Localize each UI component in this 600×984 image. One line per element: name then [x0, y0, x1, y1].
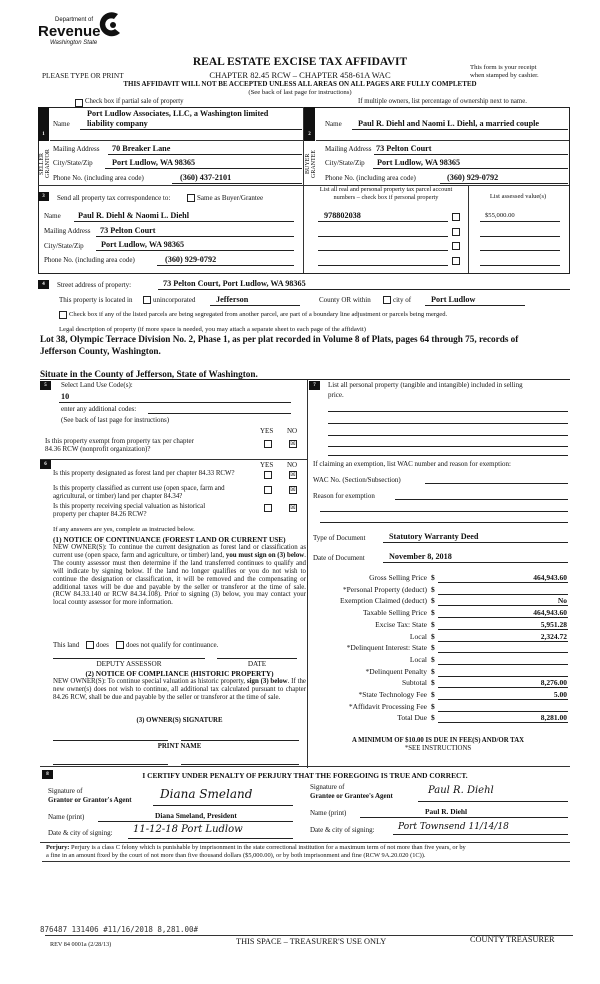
personal-property-checkbox[interactable]	[452, 242, 460, 250]
buyer-phone-label: Phone No. (including area code)	[325, 174, 416, 182]
perjury-text-1: Perjury is a class C felony which is punishable by imprisonment in the state correctional institution for a maximum term of not more than five years, or by	[71, 844, 466, 851]
grantor-label: GRANTOR	[45, 149, 51, 179]
fee-value-line	[438, 605, 568, 606]
perjury-line-1	[46, 845, 466, 851]
print-name-line-2[interactable]	[181, 764, 299, 765]
assessed-value-line	[480, 236, 560, 237]
s6-no-checkbox[interactable]: ☒	[290, 487, 296, 493]
please-type: PLEASE TYPE OR PRINT	[42, 71, 124, 80]
wac-label: WAC No. (Section/Subsection)	[313, 476, 401, 484]
print-name-line-1[interactable]	[53, 764, 168, 765]
logo-dept: Department of	[55, 17, 94, 23]
corr-mail[interactable]: 73 Pelton Court	[100, 226, 156, 235]
buyer-label: BUYER	[305, 153, 311, 175]
section-3-number: 3	[38, 192, 49, 201]
county-treasurer-label: COUNTY TREASURER	[470, 935, 555, 944]
see-instructions-note: *SEE INSTRUCTIONS	[404, 745, 472, 752]
grantee-date-line	[393, 834, 568, 835]
fee-value-line	[438, 629, 568, 630]
legal-description-line1[interactable]: Lot 38, Olympic Terrace Division No. 2, Phase 1, as per plat recorded in Volume 8 of Plats, pages 64 through 75, records of	[40, 334, 519, 344]
seller-name-line2[interactable]: liability company	[87, 119, 148, 128]
grantor-sig-of: Signature of	[48, 787, 83, 795]
fee-value[interactable]: 464,943.60	[533, 608, 567, 618]
minimum-due-note: A MINIMUM OF $10.00 IS DUE IN FEE(S) AND/OR TAX	[351, 737, 525, 744]
fee-label: Local	[409, 631, 427, 641]
city-of-label: city of	[393, 296, 412, 304]
dollar-sign: $	[431, 596, 435, 606]
personal-property-label-1: List all personal property (tangible and intangible) included in selling	[328, 381, 523, 389]
seller-name-divider	[50, 140, 303, 141]
assessor-date-line[interactable]	[217, 658, 297, 659]
form-subtitle: CHAPTER 82.45 RCW – CHAPTER 458-61A WAC	[209, 70, 391, 80]
s6-yes-checkbox[interactable]	[264, 486, 272, 494]
fee-value[interactable]: 5.00	[553, 690, 567, 699]
warning-text: THIS AFFIDAVIT WILL NOT BE ACCEPTED UNLESS ALL AREAS ON ALL PAGES ARE FULLY COMPLETED	[123, 80, 477, 88]
fee-value-line	[438, 676, 568, 677]
buyer-mail-label: Mailing Address	[325, 145, 372, 153]
corr-mail-label: Mailing Address	[44, 227, 91, 235]
buyer-name-underline	[352, 129, 568, 130]
grantee-date-label: Date & city of signing:	[310, 826, 375, 834]
exempt-yes-header: YES	[260, 427, 274, 435]
print-name-label: PRINT NAME	[157, 743, 202, 750]
seller-mail-underline	[108, 154, 302, 155]
correspondence-label: Send all property tax correspondence to:	[57, 194, 171, 202]
land-use-code[interactable]: 10	[61, 392, 70, 401]
seller-phone[interactable]: (360) 437-2101	[180, 173, 232, 182]
additional-codes-label: enter any additional codes:	[61, 405, 137, 413]
reason-line[interactable]	[320, 522, 568, 523]
parcel-number-line	[318, 250, 448, 251]
doc-type-label: Type of Document	[313, 534, 366, 542]
fee-value-line	[438, 664, 568, 665]
reason-input[interactable]	[395, 499, 568, 500]
buyer-mail[interactable]: 73 Pelton Court	[376, 144, 432, 153]
s6-yes-header: YES	[260, 461, 274, 469]
city-checkbox[interactable]	[383, 296, 391, 304]
exemption-label: If claiming an exemption, list WAC number and reason for exemption:	[313, 460, 511, 468]
assessed-value-line	[480, 221, 560, 222]
legal-description-label: Legal description of property (if more space is needed, you may attach a separate sheet to each page of the affidavit)	[59, 326, 366, 333]
grantor-date-label: Date & city of signing:	[48, 829, 113, 837]
seller-name-line1[interactable]: Port Ludlow Associates, LLC, a Washington limited	[87, 109, 269, 118]
unincorporated-checkbox[interactable]	[143, 296, 151, 304]
s6-question-text-2: agricultural, or timber) land per chapter 84.34?	[53, 493, 183, 500]
fee-value[interactable]: 464,943.60	[533, 573, 567, 582]
fee-value-line	[438, 722, 568, 723]
parcel-number-line	[318, 221, 448, 222]
buyer-name[interactable]: Paul R. Diehl and Naomi L. Diehl, a married couple	[358, 119, 540, 128]
parties-divider-h	[38, 185, 569, 186]
city-underline	[425, 305, 525, 306]
fee-label: Gross Selling Price	[369, 573, 427, 582]
personal-property-label-2: price.	[328, 391, 344, 399]
fee-value[interactable]: 5,951.28	[540, 619, 567, 629]
section-7-number: 7	[309, 381, 320, 390]
logo-revenue: Revenue	[38, 23, 101, 40]
fee-label: Subtotal	[401, 678, 427, 688]
personal-property-line[interactable]	[328, 455, 568, 456]
county-underline	[210, 305, 300, 306]
personal-property-line[interactable]	[328, 411, 568, 412]
dollar-sign: $	[431, 654, 435, 664]
corr-city-underline	[96, 250, 294, 251]
personal-property-checkbox[interactable]	[452, 228, 460, 236]
property-street[interactable]: 73 Pelton Court, Port Ludlow, WA 98365	[163, 279, 306, 288]
grantor-signature-line	[153, 805, 293, 806]
corr-city[interactable]: Port Ludlow, WA 98365	[101, 240, 185, 249]
treasurer-stamp: 876487 131406 #11/16/2018 8,281.00#	[40, 925, 199, 934]
perjury-bottom-line	[42, 861, 570, 862]
section-5-6-divider	[40, 459, 308, 460]
certify-statement: I CERTIFY UNDER PENALTY OF PERJURY THAT THE FOREGOING IS TRUE AND CORRECT.	[142, 771, 468, 780]
fee-value[interactable]: 8,281.00	[540, 713, 567, 723]
grantor-name-line	[98, 821, 293, 822]
does-not-label: does not qualify for continuance.	[126, 641, 219, 649]
form-title: REAL ESTATE EXCISE TAX AFFIDAVIT	[192, 56, 408, 68]
exempt-no-checkbox[interactable]: ☒	[290, 441, 296, 447]
fee-value[interactable]: No	[557, 596, 567, 606]
corr-name-underline	[74, 221, 294, 222]
reason-line[interactable]	[320, 511, 568, 512]
seller-city-underline	[105, 168, 302, 169]
county-or-label: County OR within	[319, 296, 371, 304]
personal-property-line[interactable]	[328, 446, 568, 447]
fee-label: *Delinquent Penalty	[365, 666, 427, 676]
grantor-signature[interactable]: Diana Smeland	[160, 787, 253, 801]
dollar-sign: $	[431, 608, 435, 618]
buyer-mail-underline	[374, 154, 568, 155]
parcel-number-line	[318, 236, 448, 237]
buyer-city-underline	[373, 168, 568, 169]
grantor-date-line	[128, 838, 293, 839]
section-8-top-line	[40, 766, 570, 767]
logo-state: Washington State	[50, 40, 98, 46]
notice2-text	[53, 678, 306, 702]
s6-question-text: Is this property classified as current use (open space, farm and	[53, 485, 225, 492]
s6-no-checkbox[interactable]: ☒	[290, 505, 296, 511]
wac-input[interactable]	[425, 483, 568, 484]
corr-name-label: Name	[44, 212, 61, 220]
grantee-signature-line	[418, 801, 568, 802]
fee-label: *Delinquent Interest: State	[346, 643, 427, 653]
notice2-text-b: . If the new owner(s) does not wish to continue, all additional tax calculated pursuant to chapter 84.26 RCW, shall be due and payable by the seller or transferor at the time of sale.	[53, 678, 306, 701]
corr-name[interactable]: Paul R. Diehl & Naomi L. Diehl	[78, 211, 189, 220]
dollar-sign: $	[431, 584, 435, 594]
fee-value-line	[438, 582, 568, 583]
seller-phone-underline	[172, 183, 302, 184]
does-label: does	[96, 641, 109, 649]
notice1-title: (1) NOTICE OF CONTINUANCE (FOREST LAND OR CURRENT USE)	[53, 535, 286, 544]
dollar-sign: $	[431, 643, 435, 653]
this-land-label: This land	[53, 641, 80, 649]
column-divider	[307, 380, 308, 768]
assessed-value-header: List assessed value(s)	[489, 193, 547, 200]
buyer-phone[interactable]: (360) 929-0792	[447, 173, 499, 182]
grantee-name-line	[360, 817, 568, 818]
partial-sale-label: Check box if partial sale of property	[85, 98, 184, 105]
section-5-number: 5	[40, 381, 51, 390]
fee-label: *Affidavit Processing Fee	[348, 701, 427, 711]
deputy-assessor-line[interactable]	[53, 658, 205, 659]
section-6-number: 6	[40, 460, 51, 469]
doc-date-underline	[383, 562, 568, 563]
fee-label: Taxable Selling Price	[362, 608, 427, 618]
owner-signature-label: (3) OWNER(S) SIGNATURE	[136, 717, 223, 724]
grantee-agent-label: Grantee or Grantee's Agent	[310, 792, 393, 800]
located-label: This property is located in	[59, 296, 133, 304]
seller-phone-label: Phone No. (including area code)	[53, 174, 144, 182]
grantee-date-city[interactable]: Port Townsend 11/14/18	[398, 822, 509, 832]
assessed-value-line	[480, 250, 560, 251]
dollar-sign: $	[431, 701, 435, 711]
grantee-label: GRANTEE	[311, 150, 317, 178]
does-qualify-checkbox[interactable]	[86, 641, 94, 649]
exempt-question-2: 84.36 RCW (nonprofit organization)?	[45, 445, 151, 453]
property-city[interactable]: Port Ludlow	[431, 295, 476, 304]
notice1-text	[53, 544, 306, 607]
seller-side-label	[39, 145, 51, 183]
corr-city-label: City/State/Zip	[44, 242, 84, 250]
fee-label: Excise Tax: State	[375, 619, 427, 629]
see-back-note: (See back of last page for instructions)	[248, 89, 352, 96]
fee-value-line	[438, 594, 568, 595]
grantee-signature[interactable]: Paul R. Diehl	[428, 785, 494, 796]
fee-value[interactable]: 2,324.72	[540, 631, 567, 641]
personal-property-line[interactable]	[328, 423, 568, 424]
dollar-sign: $	[431, 573, 435, 582]
corr-phone-label: Phone No. (including area code)	[44, 256, 135, 264]
s6-no-checkbox[interactable]: ☒	[290, 472, 296, 478]
rev-number: REV 84 0001a (2/28/13)	[50, 941, 112, 948]
treasurer-space-label: THIS SPACE – TREASURER'S USE ONLY	[236, 937, 387, 946]
land-use-underline	[59, 402, 291, 403]
notice2-text-a: NEW OWNER(S): To continue special valuation as historic property,	[53, 678, 247, 685]
exempt-yes-checkbox[interactable]	[264, 440, 272, 448]
notice1-text-b: . The county assessor must then determine if the land transferred continues to qualify and will indicate by signing below. If the land no longer qualifies or you do not wish to continue the designation or classification, it will be removed and the compensating or additional taxes will be due and payable by the seller or transferor at the time of sale. (RCW 84.33.140 or RCW 84.34.108). Prior to signing (3) below, you may contact your local county assessor for more information.	[53, 551, 306, 607]
s6-yes-checkbox[interactable]	[264, 471, 272, 479]
buyer-side-label	[305, 145, 317, 183]
fee-value-line	[438, 617, 568, 618]
multiple-owners-note: If multiple owners, list percentage of ownership next to name.	[358, 98, 527, 105]
fee-label: Local	[409, 654, 427, 664]
s6-question-text: Is this property designated as forest land per chapter 84.33 RCW?	[53, 470, 235, 477]
personal-property-line[interactable]	[328, 435, 568, 436]
fee-label: *Personal Property (deduct)	[342, 584, 427, 594]
seller-city[interactable]: Port Ludlow, WA 98365	[112, 158, 196, 167]
doc-type-underline	[383, 542, 568, 543]
grantor-name[interactable]: Diana Smeland, President	[155, 811, 237, 820]
parcel-header-1: List all real and personal property tax parcel account	[319, 186, 453, 193]
section-1-number: 1	[38, 130, 49, 139]
s6-question-text-2: property per chapter 84.26 RCW?	[53, 511, 147, 518]
additional-codes-underline	[148, 413, 291, 414]
street-underline	[158, 289, 570, 290]
grantee-name[interactable]: Paul R. Diehl	[425, 807, 468, 816]
assessed-value[interactable]: $55,000.00	[485, 212, 515, 219]
seller-label: SELLER	[39, 153, 45, 175]
same-as-buyer-checkbox[interactable]	[187, 194, 195, 202]
buyer-phone-underline	[440, 183, 568, 184]
dollar-sign: $	[431, 631, 435, 641]
dollar-sign: $	[431, 678, 435, 688]
owner-signature-line-1[interactable]	[53, 740, 168, 741]
fee-value-line	[438, 699, 568, 700]
fee-value-line	[438, 687, 568, 688]
dollar-sign: $	[431, 666, 435, 676]
fee-label: Total Due	[397, 713, 427, 723]
grantor-agent-label: Grantor or Grantor's Agent	[48, 796, 132, 804]
street-label: Street address of property:	[57, 281, 132, 289]
buyer-name-label: Name	[325, 120, 342, 128]
owner-signature-line-2[interactable]	[181, 740, 299, 741]
receipt-note-1: This form is your receipt	[470, 64, 537, 71]
notice1-text-bold: you must sign on (3) below	[225, 551, 305, 559]
situate-underline	[40, 379, 570, 380]
same-as-buyer-label: Same as Buyer/Grantee	[197, 194, 264, 202]
section-4-number: 4	[38, 280, 49, 289]
exempt-no-header: NO	[287, 427, 298, 435]
receipt-note-2: when stamped by cashier.	[470, 72, 539, 79]
exempt-question-1: Is this property exempt from property tax per chapter	[45, 437, 194, 445]
fee-label: Exemption Claimed (deduct)	[339, 596, 427, 606]
doc-type[interactable]: Statutory Warranty Deed	[389, 532, 479, 541]
notice2-title: (2) NOTICE OF COMPLIANCE (HISTORIC PROPERTY)	[85, 669, 274, 678]
seller-mail-label: Mailing Address	[53, 145, 100, 153]
does-not-qualify-checkbox[interactable]	[116, 641, 124, 649]
grantor-name-label: Name (print)	[48, 813, 85, 821]
legal-description-line2[interactable]: Jefferson County, Washington.	[40, 346, 161, 356]
fee-value-line	[438, 641, 568, 642]
corr-phone[interactable]: (360) 929-0792	[165, 255, 217, 264]
grantor-date-city[interactable]: 11-12-18 Port Ludlow	[133, 824, 243, 835]
dollar-sign: $	[431, 690, 435, 699]
grantee-sig-of: Signature of	[310, 783, 345, 791]
fee-value-line	[438, 652, 568, 653]
personal-property-checkbox[interactable]	[452, 213, 460, 221]
parcel-number-line	[318, 265, 448, 266]
situate-text: Situate in the County of Jefferson, State of Washington.	[40, 369, 258, 379]
personal-property-checkbox[interactable]	[452, 257, 460, 265]
s6-no-header: NO	[287, 461, 298, 469]
corr-mail-underline	[96, 236, 294, 237]
dor-logo-icon	[98, 11, 124, 39]
fee-value[interactable]: 8,276.00	[540, 678, 567, 688]
buyer-city[interactable]: Port Ludlow, WA 98365	[377, 158, 461, 167]
seller-name-label: Name	[53, 120, 70, 128]
assessor-date-label: DATE	[247, 660, 267, 668]
doc-date-label: Date of Document	[313, 554, 365, 562]
partial-sale-checkbox[interactable]	[75, 99, 83, 107]
land-use-see-back: (See back of last page for instructions)	[61, 416, 170, 424]
fee-label: *State Technology Fee	[358, 690, 427, 699]
seller-mail[interactable]: 70 Breaker Lane	[112, 144, 171, 153]
seller-name-underline	[80, 129, 302, 130]
notice2-text-bold: sign (3) below	[246, 678, 288, 685]
unincorporated-label: unincorporated	[153, 296, 196, 304]
reason-label: Reason for exemption	[313, 492, 375, 500]
deputy-assessor-label: DEPUTY ASSESSOR	[96, 660, 162, 668]
segregated-checkbox[interactable]	[59, 311, 67, 319]
section-8-number: 8	[42, 770, 53, 779]
section-2-number: 2	[304, 130, 315, 139]
doc-date[interactable]: November 8, 2018	[389, 552, 452, 561]
land-use-label: Select Land Use Code(s):	[61, 381, 133, 389]
if-any-yes: If any answers are yes, complete as instructed below.	[53, 526, 195, 533]
parcel-header-2: numbers – check box if personal property	[333, 194, 439, 201]
assessed-value-line	[480, 265, 560, 266]
s6-yes-checkbox[interactable]	[264, 504, 272, 512]
notice1-text-a: NEW OWNER(S): To continue the current designation as forest land or classification as current use (open space, farm and agriculture, or timber) land,	[53, 544, 306, 559]
fee-value-line	[438, 711, 568, 712]
corr-phone-underline	[157, 265, 294, 266]
property-county[interactable]: Jefferson	[216, 295, 249, 304]
buyer-city-label: City/State/Zip	[325, 159, 365, 167]
perjury-top-line	[40, 842, 570, 843]
perjury-label: Perjury:	[46, 844, 70, 851]
dollar-sign: $	[431, 713, 435, 723]
perjury-line-2: a fine in an amount fixed by the court of not more than five thousand dollars ($5,000.00), or by both imprisonment and fine (RCW 9A.20.020 (1C)).	[46, 852, 426, 859]
dollar-sign: $	[431, 619, 435, 629]
grantee-name-label: Name (print)	[310, 809, 347, 817]
parcel-number[interactable]: 978802038	[324, 211, 361, 220]
seller-city-label: City/State/Zip	[53, 159, 93, 167]
buyer-name-divider	[316, 140, 569, 141]
s6-question-text: Is this property receiving special valuation as historical	[53, 503, 206, 510]
segregated-label: Check box if any of the listed parcels are being segregated from another parcel, are part of a boundary line adjustment or parcels being merged.	[69, 311, 448, 318]
